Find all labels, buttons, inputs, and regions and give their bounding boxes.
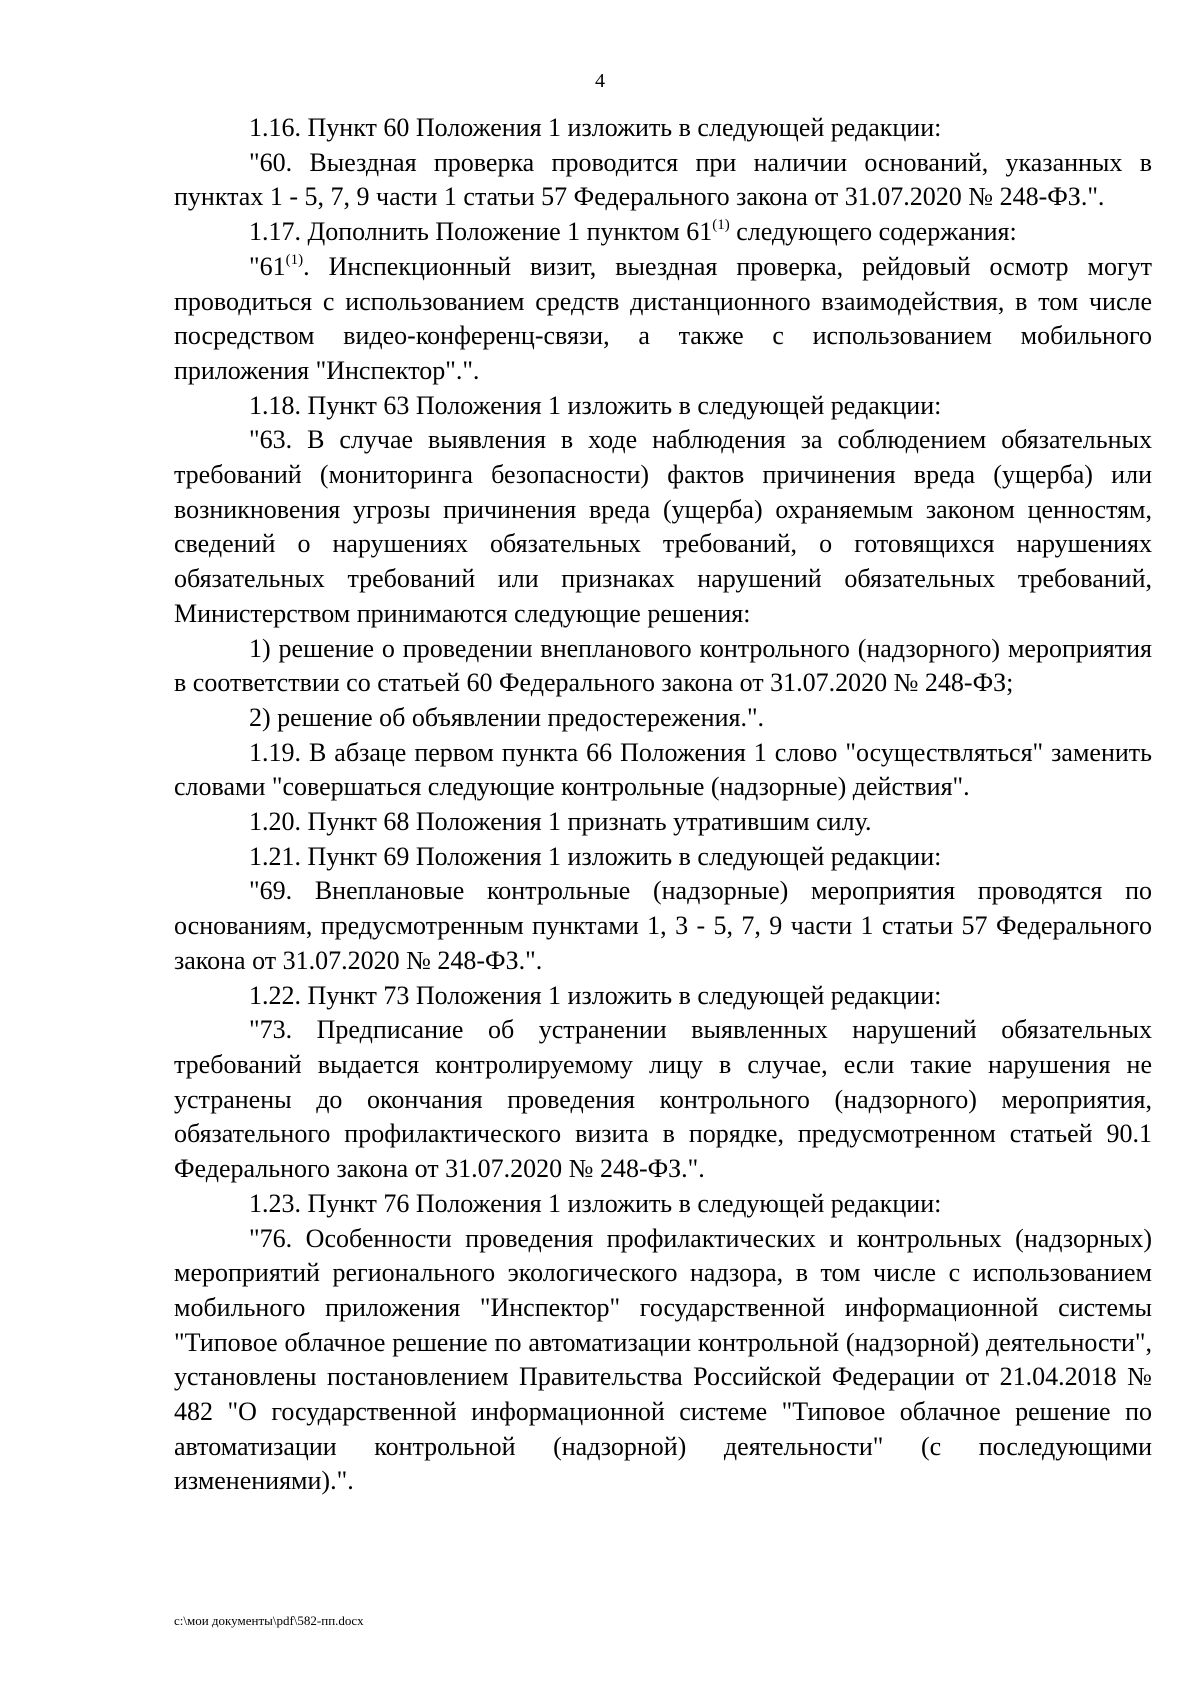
- paragraph-text: 1.17. Дополнить Положение 1 пунктом 61: [249, 217, 713, 247]
- paragraph: 1.19. В абзаце первом пункта 66 Положения 1 слово "осуществляться" заменить словами "совершаться следующие контрольные (надзорные) действия".: [174, 737, 1152, 802]
- page-number: 4: [595, 70, 605, 92]
- paragraph: "73. Предписание об устранении выявленных нарушений обязательных требований выдается контролируемому лицу в случае, если такие нарушения не устранены до окончания проведения контрольного (надзорного) мероприятия, обязательного профилактического визита в порядке, предусмотренном статьей 90.1 Федерального закона от 31.07.2020 № 248-ФЗ.".: [174, 1015, 1152, 1184]
- paragraph-text: . Инспекционный визит, выездная проверка, рейдовый осмотр могут проводиться с использованием средств дистанционного взаимодействия, в том числе посредством видео-конференц-связи, а также с использованием мобильного приложения "Инспектор".".: [174, 251, 1152, 385]
- paragraph-text: "61: [249, 251, 286, 281]
- paragraph: 1.16. Пункт 60 Положения 1 изложить в следующей редакции:: [249, 113, 942, 142]
- paragraph: 1.18. Пункт 63 Положения 1 изложить в следующей редакции:: [249, 390, 942, 420]
- paragraph-text: следующего содержания:: [729, 217, 1017, 247]
- paragraph: 2) решение об объявлении предостережения.".: [249, 702, 765, 732]
- paragraph: 1.21. Пункт 69 Положения 1 изложить в следующей редакции:: [249, 841, 942, 871]
- paragraph: 1.20. Пункт 68 Положения 1 признать утратившим силу.: [249, 807, 872, 837]
- paragraph: "60. Выездная проверка проводится при наличии оснований, указанных в пунктах 1 - 5, 7, 9 части 1 статьи 57 Федерального закона от 31.07.2020 № 248-ФЗ.".: [174, 147, 1152, 212]
- paragraph: 1) решение о проведении внепланового контрольного (надзорного) мероприятия в соответствии со статьей 60 Федерального закона от 31.07.2020 № 248-ФЗ;: [174, 633, 1152, 698]
- paragraph: "76. Особенности проведения профилактических и контрольных (надзорных) мероприятий регионального экологического надзора, в том числе с использованием мобильного приложения "Инспектор" государственной информационной системы "Типовое облачное решение по автоматизации контрольной (надзорной) деятельности", установлены постановлением Правительства Российской Федерации от 21.04.2018 № 482 "О государственной информационной системе "Типовое облачное решение по автоматизации контрольной (надзорной) деятельности" (с последующими изменениями).".: [174, 1223, 1152, 1496]
- paragraph: [174, 215, 1152, 250]
- superscript-index: (1): [285, 251, 304, 268]
- paragraph: [174, 250, 1152, 389]
- superscript-index: (1): [712, 217, 730, 234]
- paragraph: "69. Внеплановые контрольные (надзорные) мероприятия проводятся по основаниям, предусмотренным пунктами 1, 3 - 5, 7, 9 части 1 статьи 57 Федерального закона от 31.07.2020 № 248-ФЗ.".: [174, 876, 1152, 975]
- document-body: [174, 111, 1152, 1499]
- paragraph: 1.22. Пункт 73 Положения 1 изложить в следующей редакции:: [249, 980, 942, 1010]
- paragraph: 1.23. Пункт 76 Положения 1 изложить в следующей редакции:: [249, 1188, 942, 1218]
- file-path-footer: c:\мои документы\pdf\582-пп.docx: [174, 1613, 364, 1628]
- paragraph: "63. В случае выявления в ходе наблюдения за соблюдением обязательных требований (мониторинга безопасности) фактов причинения вреда (ущерба) или возникновения угрозы причинения вреда (ущерба) охраняемым законом ценностям, сведений о нарушениях обязательных требований, о готовящихся нарушениях обязательных требований или признаках нарушений обязательных требований, Министерством принимаются следующие решения:: [174, 425, 1152, 628]
